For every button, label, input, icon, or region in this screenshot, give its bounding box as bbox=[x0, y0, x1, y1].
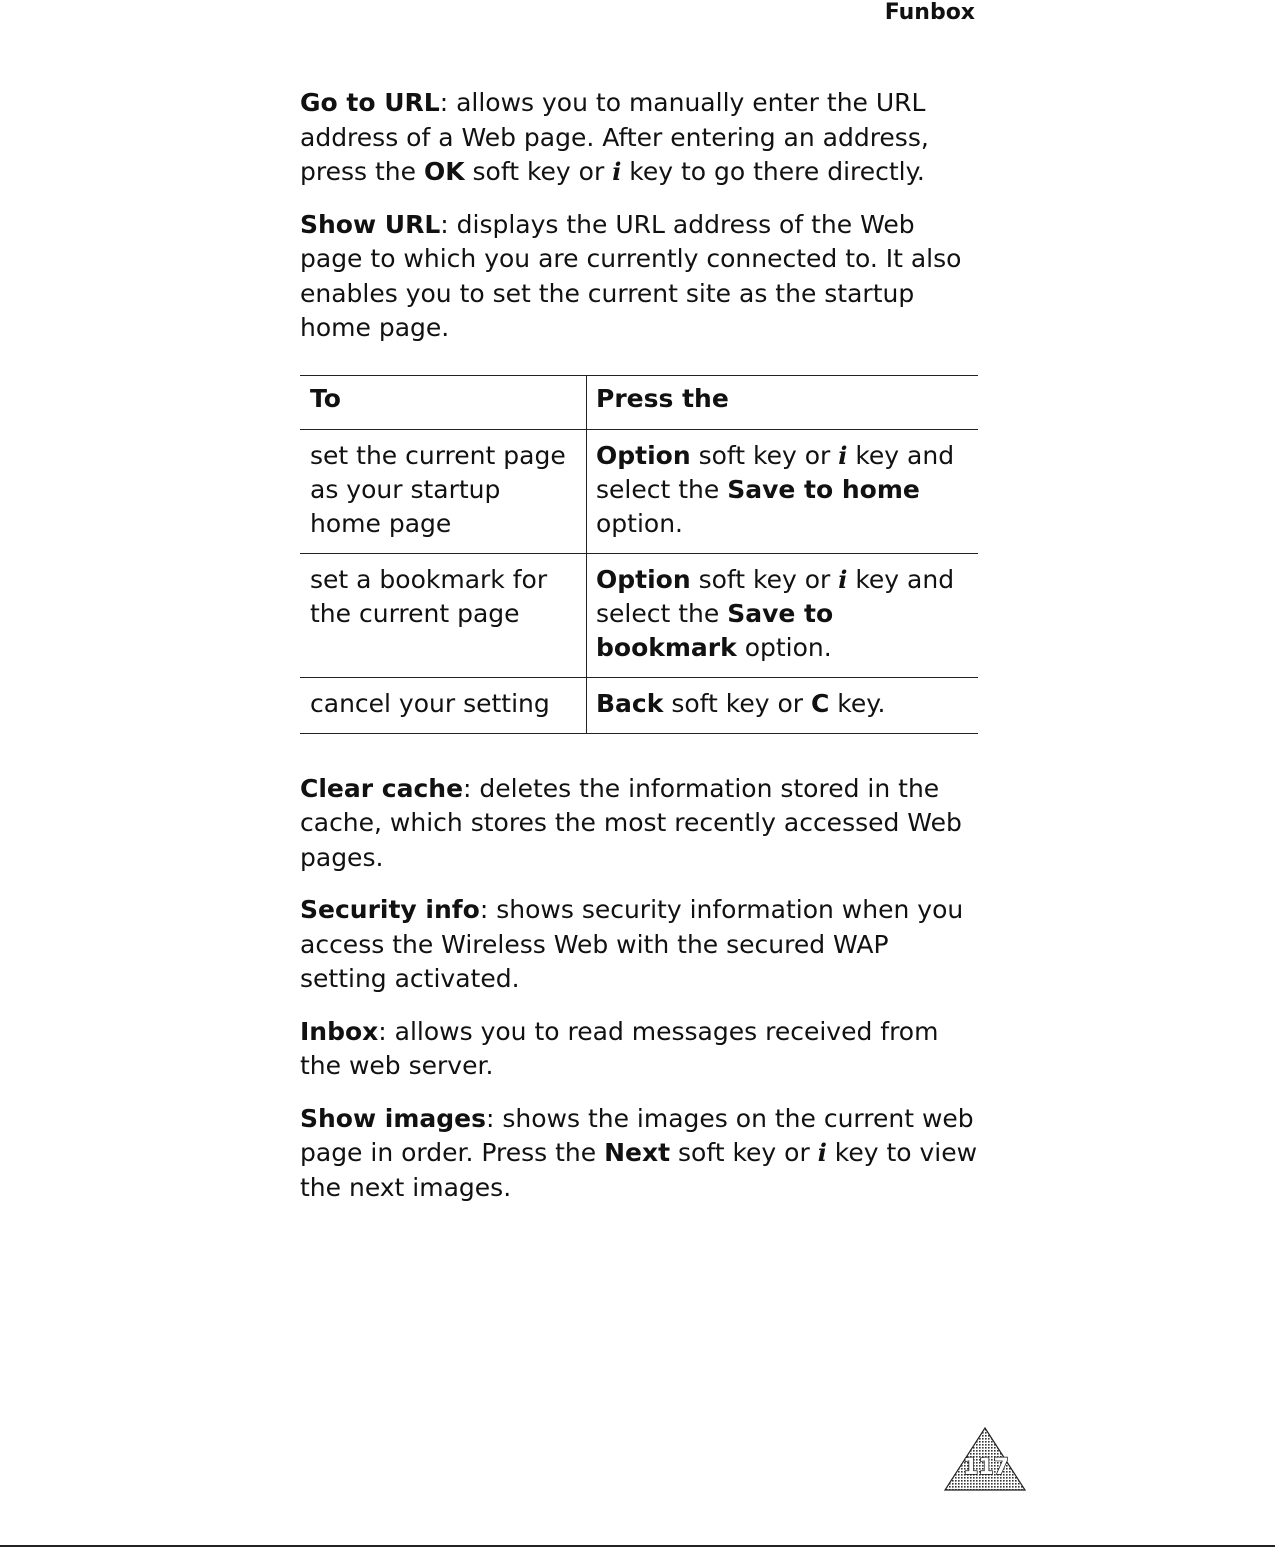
security-info-paragraph: Security info: shows security information when you access the Wireless Web with the secured WAP setting activated. bbox=[300, 895, 964, 993]
section-header: Funbox bbox=[884, 0, 975, 25]
table-header-row bbox=[300, 375, 978, 429]
table-row bbox=[300, 677, 978, 733]
page-number: 117 bbox=[963, 1455, 1009, 1480]
cell-to: set a bookmark for the current page bbox=[300, 553, 587, 677]
cell-press: Option soft key or i key and select the Save to bookmark option. bbox=[587, 553, 979, 677]
column-header-press: Press the bbox=[587, 375, 979, 429]
go-to-url-paragraph: Go to URL: allows you to manually enter the URL address of a Web page. After entering an address, press the OK soft key or i key to go there directly. bbox=[300, 88, 929, 186]
i-key-icon: i bbox=[838, 564, 848, 594]
cell-press: Option soft key or i key and select the Save to home option. bbox=[587, 429, 979, 553]
show-images-paragraph: Show images: shows the images on the current web page in order. Press the Next soft key or i key to view the next images. bbox=[300, 1103, 978, 1202]
term-security-info: Security info bbox=[300, 895, 480, 924]
i-key-icon: i bbox=[817, 1138, 827, 1167]
term-show-images: Show images bbox=[300, 1103, 486, 1133]
clear-cache-paragraph: Clear cache: deletes the information stored in the cache, which stores the most recently accessed Web pages. bbox=[300, 773, 962, 872]
options-table bbox=[300, 375, 978, 734]
term-inbox: Inbox bbox=[300, 1016, 379, 1046]
show-url-paragraph: Show URL: displays the URL address of the Web page to which you are currently connected to. It also enables you to set the current site as the startup home page. bbox=[300, 209, 962, 342]
cell-to: cancel your setting bbox=[300, 677, 587, 733]
cell-to: set the current page as your startup home page bbox=[300, 429, 587, 553]
bottom-rule bbox=[0, 1545, 1275, 1547]
column-header-to: To bbox=[300, 375, 587, 429]
term-clear-cache: Clear cache bbox=[300, 773, 464, 803]
table-row bbox=[300, 429, 978, 553]
next-key-label: Next bbox=[604, 1138, 671, 1167]
cell-press: Back soft key or C key. bbox=[587, 677, 979, 733]
i-key-icon: i bbox=[838, 440, 848, 470]
page-number-badge bbox=[943, 1426, 1027, 1492]
term-show-url: Show URL bbox=[300, 209, 441, 239]
term-go-to-url: Go to URL bbox=[300, 88, 440, 117]
table-row bbox=[300, 553, 978, 677]
ok-key-label: OK bbox=[423, 157, 465, 186]
page-content bbox=[300, 86, 980, 1223]
inbox-paragraph: Inbox: allows you to read messages received from the web server. bbox=[300, 1016, 939, 1080]
i-key-icon: i bbox=[612, 157, 622, 186]
